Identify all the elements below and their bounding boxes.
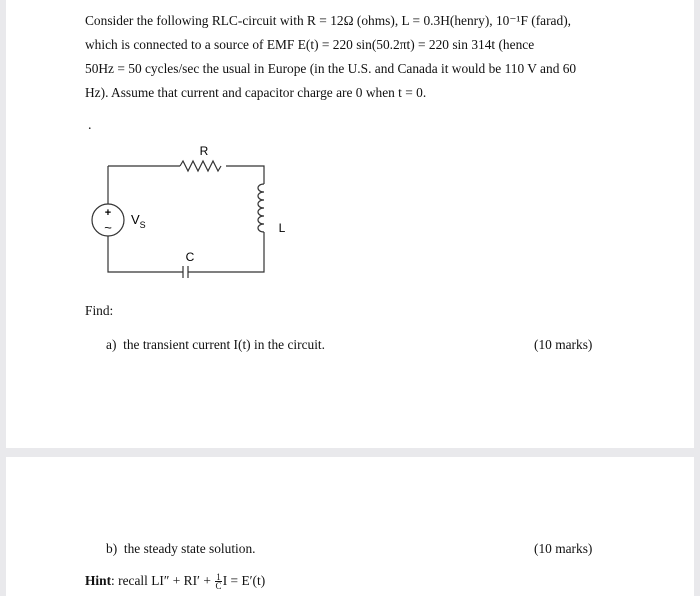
question-b — [106, 541, 256, 557]
problem-card — [6, 0, 694, 448]
hint — [85, 573, 265, 590]
question-a — [106, 337, 325, 353]
hint-text-end: I = E′(t) — [222, 573, 266, 588]
top-wire-right — [226, 166, 264, 184]
answer-card — [6, 457, 694, 596]
bottom-wire-left — [108, 236, 183, 272]
source-tilde: ~ — [104, 220, 112, 235]
hint-text: : recall LI″ + RI′ + — [111, 573, 215, 588]
resistor-label: R — [199, 144, 209, 158]
stray-bullet: . — [88, 118, 92, 133]
question-b-marks: (10 marks) — [534, 541, 593, 556]
question-b-text: the steady state solution. — [123, 541, 256, 556]
question-a-text: the transient current I(t) in the circuit. — [123, 337, 326, 352]
rlc-circuit-diagram — [86, 140, 286, 300]
problem-line-2: which is connected to a source of EMF E(t) = 220 sin(50.2πt) = 220 sin 314t (hence — [85, 37, 535, 52]
question-a-label: a) — [106, 337, 117, 352]
hint-bold: Hint — [85, 573, 112, 588]
question-a-marks: (10 marks) — [534, 337, 593, 352]
capacitor-label: C — [185, 250, 195, 264]
capacitor-symbol — [183, 266, 188, 278]
hint-fraction: $\frac{1}{C}$ — [215, 572, 222, 592]
problem-text — [85, 9, 627, 105]
problem-line-3: 50Hz = 50 cycles/sec the usual in Europe (in the U.S. and Canada it would be 110 V and 60 — [85, 61, 577, 76]
source-plus: + — [104, 207, 112, 219]
source-label: $V_S$ — [131, 212, 146, 230]
resistor-symbol — [180, 161, 221, 171]
inductor-symbol — [258, 184, 264, 232]
inductor-label: L — [278, 221, 286, 235]
find-label: Find: — [85, 303, 114, 318]
problem-line-4: Hz). Assume that current and capacitor charge are 0 when t = 0. — [85, 85, 427, 100]
question-b-label: b) — [106, 541, 118, 556]
problem-line-1: Consider the following RLC-circuit with R = 12Ω (ohms), L = 0.3H(henry), 10⁻¹F (farad), — [85, 13, 572, 28]
right-wire — [185, 232, 264, 272]
